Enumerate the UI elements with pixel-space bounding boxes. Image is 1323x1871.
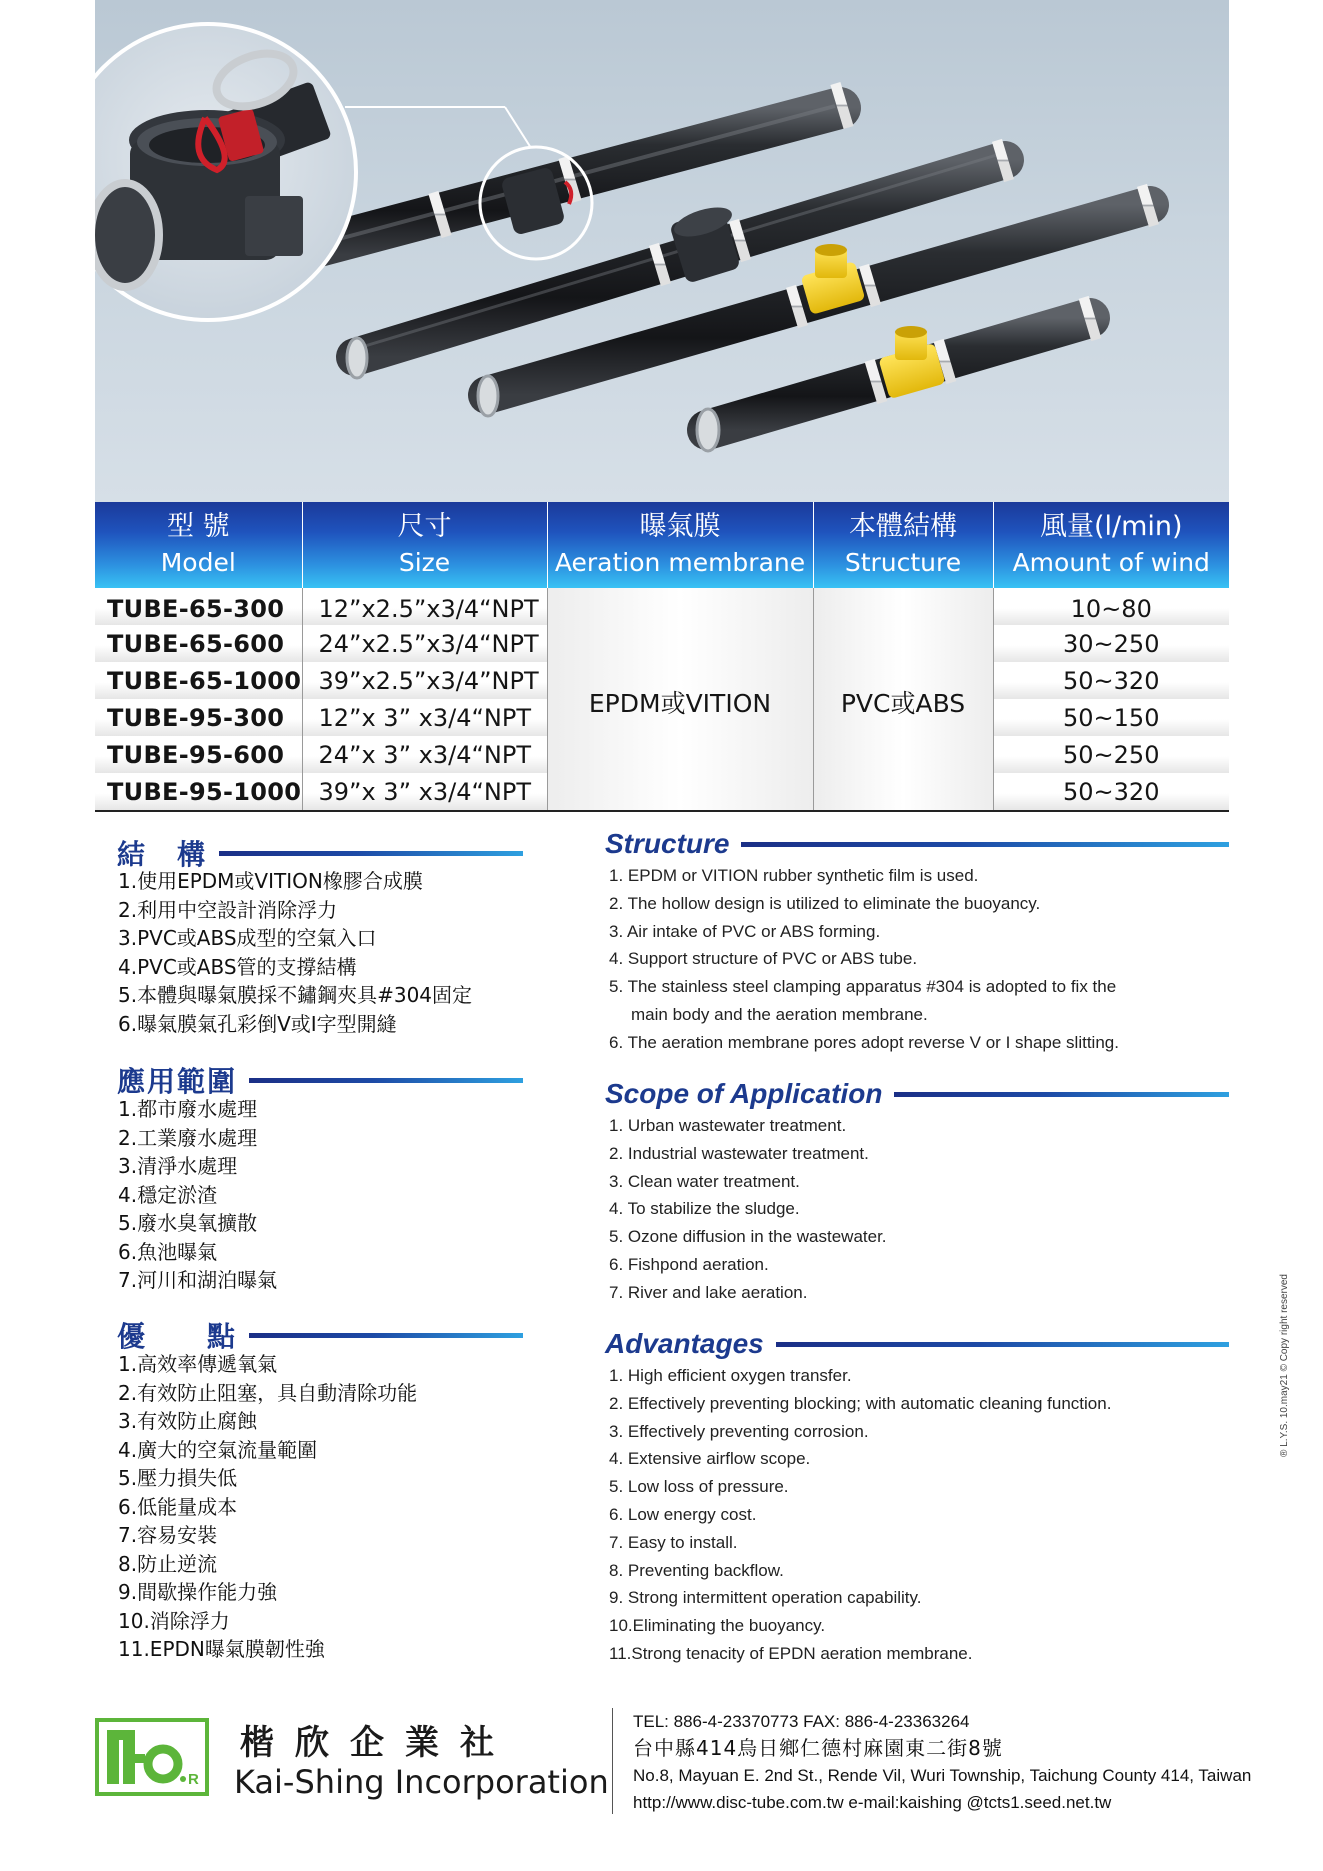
en-advantages-list <box>609 1362 1111 1668</box>
company-name-en: Kai-Shing Incorporation <box>234 1763 609 1801</box>
zh-scope-list <box>118 1095 277 1295</box>
heading-bar <box>249 1078 523 1083</box>
list-item: 9. Strong intermittent operation capability. <box>609 1588 922 1608</box>
zh-scope-title: 應用範圍 <box>117 1065 238 1098</box>
list-item-continuation: main body and the aeration membrane. <box>631 1004 928 1024</box>
list-item: 4.廣大的空氣流量範圍 <box>118 1437 318 1462</box>
list-item: 6. Fishpond aeration. <box>609 1254 769 1274</box>
en-scope-heading <box>605 1078 1229 1110</box>
size-cell: 12”x 3” x3/4“NPT <box>302 699 547 736</box>
header-size: 尺寸 Size <box>302 502 547 588</box>
list-item: 5.壓力損失低 <box>118 1466 238 1490</box>
heading-bar <box>741 842 1229 847</box>
list-item: 3.PVC或ABS成型的空氣入口 <box>118 926 377 950</box>
list-item: 9.間歇操作能力強 <box>118 1580 278 1604</box>
en-advantages-heading <box>605 1328 1229 1360</box>
wind-cell: 50~250 <box>993 736 1229 773</box>
en-structure-list <box>609 862 1119 1057</box>
en-structure-title: Structure <box>605 828 730 859</box>
list-item: 4. To stabilize the sludge. <box>609 1199 800 1219</box>
wind-cell: 50~150 <box>993 699 1229 736</box>
list-item: 2. Effectively preventing blocking; with automatic cleaning function. <box>609 1393 1112 1413</box>
list-item: 5. Low loss of pressure. <box>609 1477 789 1497</box>
list-item: 2.工業廢水處理 <box>118 1125 258 1150</box>
size-cell: 24”x 3” x3/4“NPT <box>302 736 547 773</box>
footer-divider <box>612 1708 613 1814</box>
list-item: 4. Extensive airflow scope. <box>609 1449 811 1469</box>
header-membrane: 曝氣膜 Aeration membrane <box>547 502 813 588</box>
membrane-cell: EPDM或VITION <box>547 588 813 810</box>
list-item: 2.利用中空設計消除浮力 <box>118 897 338 922</box>
en-scope-list <box>609 1112 887 1307</box>
list-item: 1. Urban wastewater treatment. <box>609 1116 847 1135</box>
list-item: 3. Clean water treatment. <box>609 1171 800 1191</box>
list-item: 6.低能量成本 <box>118 1494 238 1519</box>
zh-advantages-list <box>118 1350 417 1664</box>
header-structure: 本體結構 Structure <box>813 502 993 588</box>
en-advantages-title: Advantages <box>605 1328 764 1359</box>
list-item: 4. Support structure of PVC or ABS tube. <box>609 949 918 969</box>
en-scope-title: Scope of Application <box>605 1078 883 1109</box>
list-item: 2. Industrial wastewater treatment. <box>609 1143 869 1163</box>
list-item: 6. The aeration membrane pores adopt reverse V or I shape slitting. <box>609 1032 1119 1052</box>
model-cell: TUBE-95-300 <box>95 699 302 736</box>
wind-cell: 50~320 <box>993 773 1229 810</box>
zh-advantages-heading <box>117 1315 523 1355</box>
wind-cell: 50~320 <box>993 662 1229 699</box>
list-item: 7. River and lake aeration. <box>609 1282 808 1302</box>
list-item: 10.消除浮力 <box>118 1608 230 1633</box>
model-cell: TUBE-65-1000 <box>95 662 302 699</box>
list-item: 6. Low energy cost. <box>609 1504 757 1524</box>
list-item: 4.PVC或ABS管的支撐結構 <box>118 954 357 979</box>
list-item: 7.容易安裝 <box>118 1523 218 1547</box>
header-model: 型 號 Model <box>95 502 302 588</box>
size-cell: 39”x 3” x3/4“NPT <box>302 773 547 810</box>
table-bottom-rule <box>95 810 1229 812</box>
list-item: 11.Strong tenacity of EPDN aeration membrane. <box>609 1643 973 1663</box>
web-email[interactable]: http://www.disc-tube.com.tw e-mail:kaishing @tcts1.seed.net.tw <box>633 1793 1112 1812</box>
model-cell: TUBE-95-1000 <box>95 773 302 810</box>
size-cell: 24”x2.5”x3/4“NPT <box>302 625 547 662</box>
tel-fax: TEL: 886-4-23370773 FAX: 886-4-23363264 <box>633 1712 970 1731</box>
heading-bar <box>894 1092 1229 1097</box>
copyright-note: ® L.Y.S. 10.may21 © Copy right reserved <box>1279 1274 1290 1457</box>
list-item: 7.河川和湖泊曝氣 <box>118 1268 278 1292</box>
list-item: 1.都市廢水處理 <box>118 1097 258 1121</box>
product-photo <box>95 0 1229 502</box>
company-name-zh: 楷欣企業社 <box>240 1723 515 1763</box>
address-zh: 台中縣414烏日鄉仁德村麻園東二街8號 <box>633 1736 1003 1760</box>
model-cell: TUBE-65-600 <box>95 625 302 662</box>
svg-text:R: R <box>188 1771 199 1788</box>
list-item: 8. Preventing backflow. <box>609 1560 784 1580</box>
list-item: 1. EPDM or VITION rubber synthetic film is used. <box>609 866 979 885</box>
list-item: 2.有效防止阻塞，具自動清除功能 <box>118 1380 418 1405</box>
contact-block <box>633 1708 1251 1816</box>
wind-cell: 10~80 <box>993 588 1229 625</box>
list-item: 1.高效率傳遞氧氣 <box>118 1352 278 1376</box>
list-item: 1. High efficient oxygen transfer. <box>609 1366 852 1385</box>
list-item: 5. Ozone diffusion in the wastewater. <box>609 1227 887 1247</box>
heading-bar <box>249 1333 523 1338</box>
clamp-detail-zoom <box>95 24 356 320</box>
header-wind: 風量(l/min) Amount of wind <box>993 502 1229 588</box>
list-item: 2. The hollow design is utilized to eliminate the buoyancy. <box>609 893 1041 913</box>
size-cell: 12”x2.5”x3/4“NPT <box>302 588 547 625</box>
list-item: 3.有效防止腐蝕 <box>118 1409 258 1433</box>
en-structure-heading <box>605 828 1229 860</box>
heading-bar <box>776 1342 1229 1347</box>
zh-scope-heading <box>117 1060 523 1100</box>
list-item: 4.穩定淤渣 <box>118 1182 218 1207</box>
heading-bar <box>219 851 523 856</box>
zh-structure-list <box>118 867 472 1038</box>
spec-table <box>95 502 1229 812</box>
list-item: 3. Effectively preventing corrosion. <box>609 1421 869 1441</box>
address-en: No.8, Mayuan E. 2nd St., Rende Vil, Wuri Township, Taichung County 414, Taiwan <box>633 1766 1252 1785</box>
model-cell: TUBE-95-600 <box>95 736 302 773</box>
company-logo <box>95 1718 209 1796</box>
list-item: 6.魚池曝氣 <box>118 1239 218 1264</box>
zh-structure-title: 結 構 <box>117 838 208 871</box>
list-item: 5.廢水臭氧擴散 <box>118 1211 258 1235</box>
table-row <box>95 588 1229 625</box>
list-item: 8.防止逆流 <box>118 1551 218 1576</box>
wind-cell: 30~250 <box>993 625 1229 662</box>
list-item: 1.使用EPDM或VITION橡膠合成膜 <box>118 869 423 893</box>
zh-advantages-title: 優 點 <box>117 1320 238 1353</box>
list-item: 3.清淨水處理 <box>118 1154 238 1178</box>
list-item: 5.本體與曝氣膜採不鏽鋼夾具#304固定 <box>118 983 473 1007</box>
list-item: 11.EPDN曝氣膜韌性強 <box>118 1637 325 1661</box>
list-item: 5. The stainless steel clamping apparatus #304 is adopted to fix the <box>609 977 1117 997</box>
list-item: 10.Eliminating the buoyancy. <box>609 1616 826 1636</box>
list-item: 7. Easy to install. <box>609 1532 738 1552</box>
size-cell: 39”x2.5”x3/4”NPT <box>302 662 547 699</box>
list-item: 6.曝氣膜氣孔彩倒V或I字型開縫 <box>118 1011 397 1036</box>
structure-cell: PVC或ABS <box>813 588 993 810</box>
list-item: 3. Air intake of PVC or ABS forming. <box>609 921 881 941</box>
model-cell: TUBE-65-300 <box>95 588 302 625</box>
